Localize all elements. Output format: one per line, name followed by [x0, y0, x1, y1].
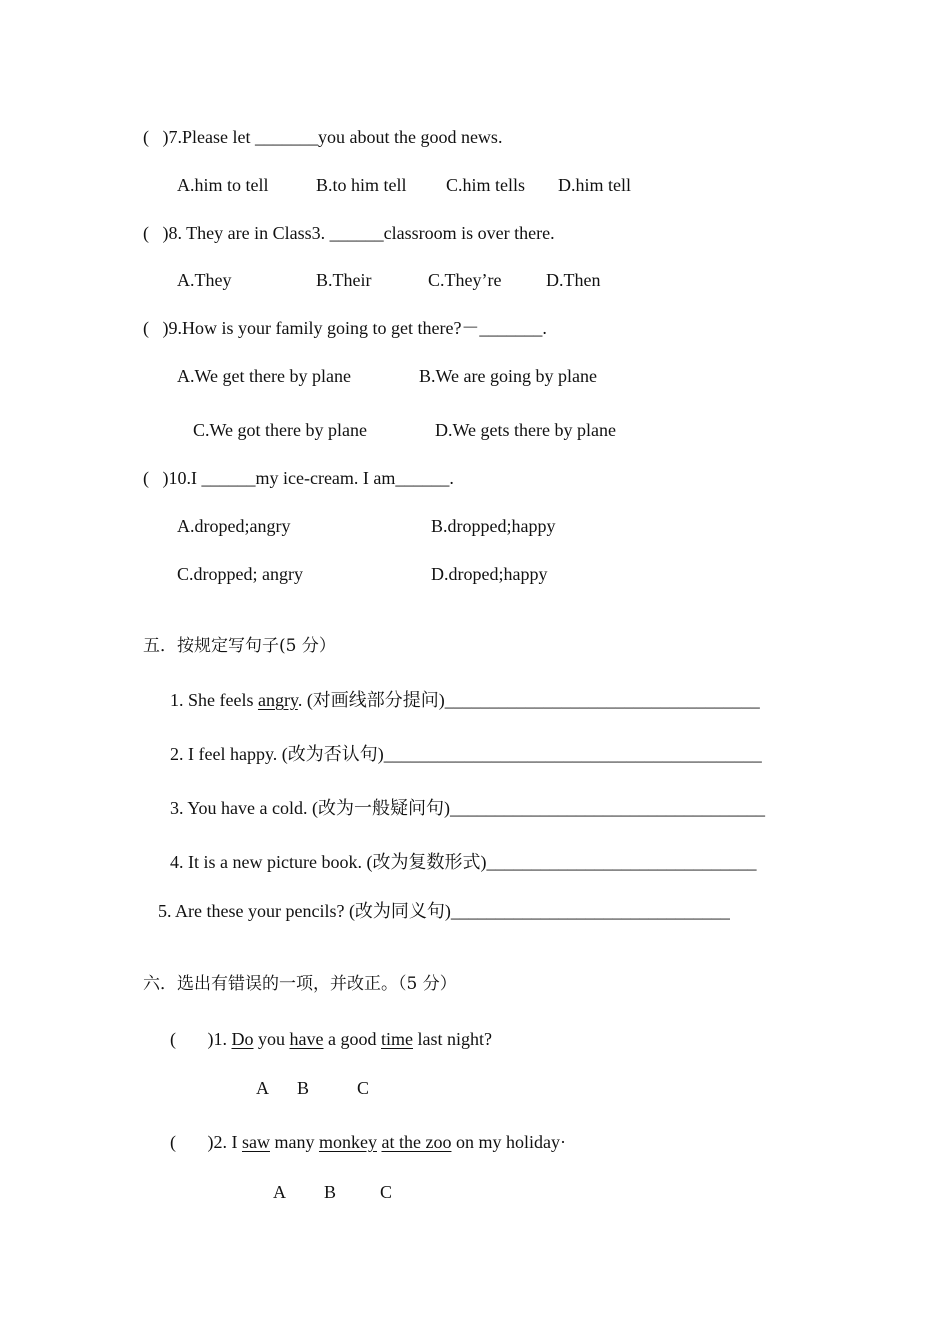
- eq1-bracket: ( )1.: [170, 1029, 232, 1049]
- q10-option-a: A.droped;angry: [177, 516, 291, 536]
- eq1-word-b: have: [289, 1029, 324, 1049]
- eq1-word-c: time: [380, 1029, 413, 1049]
- rewrite-sentence-2: 2. I feel happy. (改为否认句)__________________________________________: [170, 744, 762, 764]
- question-8: ( )8. They are in Class3. ______classroom is over there.: [143, 223, 555, 243]
- q7-option-a: A.him to tell: [177, 175, 269, 195]
- rewrite-sentence-1: [170, 689, 760, 711]
- eq2-label-a: A: [273, 1182, 286, 1202]
- q10-option-d: D.droped;happy: [431, 564, 548, 584]
- q8-option-c: C.They’re: [428, 270, 502, 290]
- section-5-heading: 五．按规定写句子(5 分）: [143, 636, 336, 656]
- eq2-label-b: B: [324, 1182, 337, 1202]
- eq2-word-c: at the zoo: [381, 1132, 452, 1152]
- eq2-word-a: saw: [241, 1132, 270, 1152]
- eq1-text-1: you: [253, 1029, 290, 1049]
- eq1-label-a: A: [256, 1078, 269, 1098]
- rewrite-sentence-5: 5. Are these your pencils? (改为同义句)_______________________________: [158, 901, 730, 921]
- eq2-bracket: ( )2. I: [170, 1132, 242, 1152]
- q8-option-b: B.Their: [316, 270, 372, 290]
- question-10: ( )10.I ______my ice-cream. I am______.: [143, 468, 454, 488]
- q7-option-b: B.to him tell: [316, 175, 407, 195]
- q9-option-d: D.We gets there by plane: [435, 420, 616, 440]
- eq2-word-b: monkey: [318, 1132, 377, 1152]
- q7-option-d: D.him tell: [558, 175, 631, 195]
- eq2-text-1: many: [269, 1132, 319, 1152]
- s1-underlined-word: angry: [257, 690, 298, 710]
- q10-option-c: C.dropped; angry: [177, 564, 303, 584]
- s1-suffix: . (对画线部分提问)___________________________________: [297, 690, 760, 710]
- q9-option-c: C.We got there by plane: [193, 420, 367, 440]
- rewrite-sentence-3: 3. You have a cold. (改为一般疑问句)___________________________________: [170, 798, 765, 818]
- eq1-word-a: Do: [231, 1029, 254, 1049]
- question-7: ( )7.Please let _______you about the good news.: [143, 127, 503, 147]
- section-6-heading: 六．选出有错误的一项，并改正。（5 分）: [143, 974, 457, 994]
- s1-prefix: 1. She feels: [170, 690, 258, 710]
- eq2-text-3: on my holiday·: [451, 1132, 566, 1152]
- error-question-1: [170, 1028, 492, 1050]
- eq1-text-3: last night?: [412, 1029, 492, 1049]
- q9-option-a: A.We get there by plane: [177, 366, 351, 386]
- q9-option-b: B.We are going by plane: [419, 366, 597, 386]
- q8-option-a: A.They: [177, 270, 232, 290]
- eq1-text-2: a good: [323, 1029, 381, 1049]
- q8-option-d: D.Then: [546, 270, 601, 290]
- eq1-label-b: B: [297, 1078, 310, 1098]
- eq2-label-c: C: [380, 1182, 393, 1202]
- rewrite-sentence-4: 4. It is a new picture book. (改为复数形式)______________________________: [170, 852, 757, 872]
- error-question-2: [170, 1131, 566, 1153]
- question-9: ( )9.How is your family going to get there?－_______.: [143, 318, 547, 338]
- eq1-label-c: C: [357, 1078, 370, 1098]
- q10-option-b: B.dropped;happy: [431, 516, 556, 536]
- q7-option-c: C.him tells: [446, 175, 526, 195]
